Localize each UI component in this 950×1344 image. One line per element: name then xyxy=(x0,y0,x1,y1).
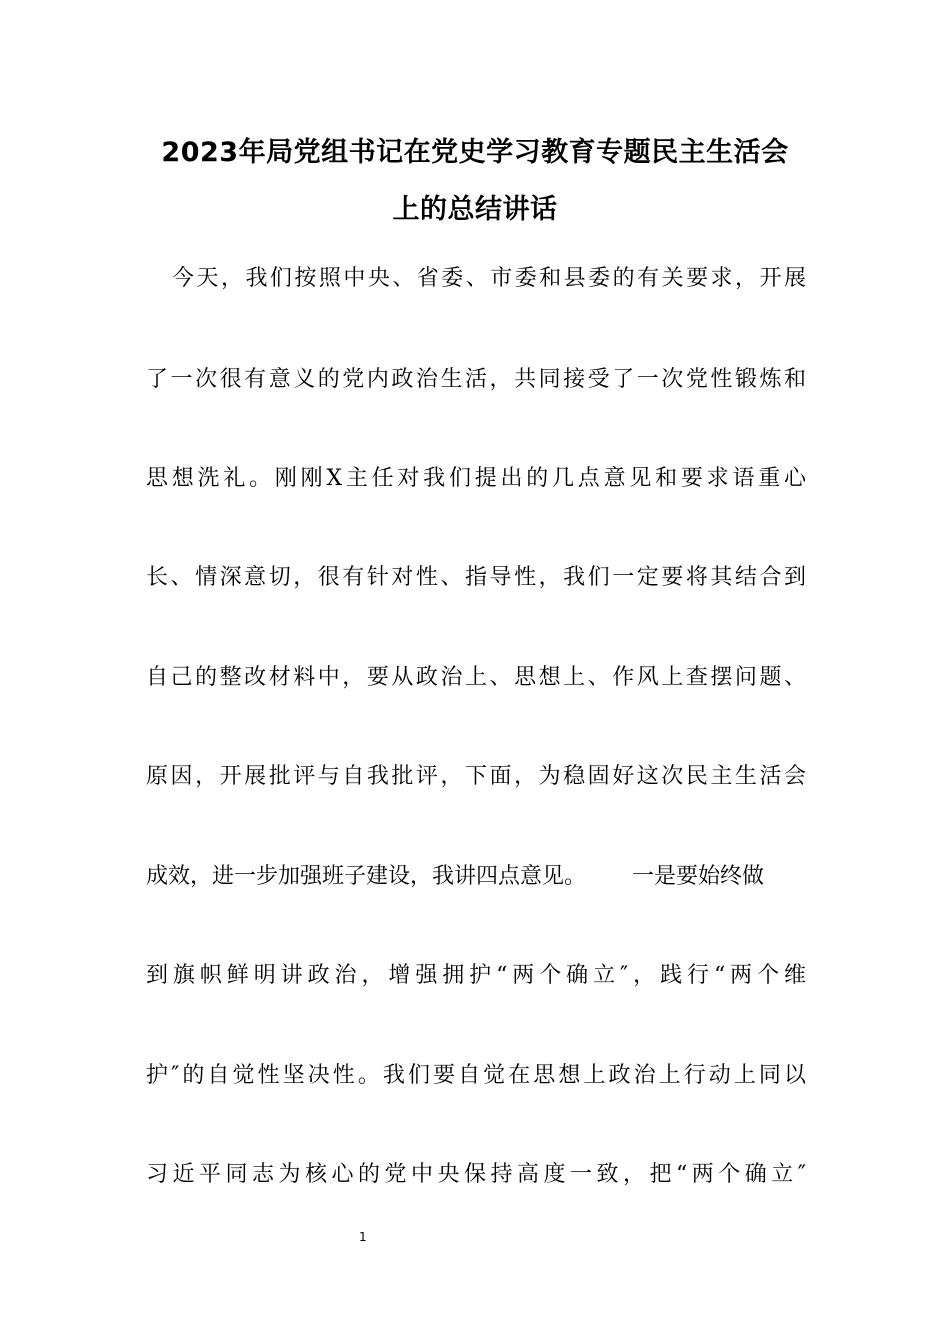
body-line-7-text: 成效，进一步加强班子建设，我讲四点意见。 xyxy=(146,864,587,889)
document-title-line-2: 上的总结讲话 xyxy=(392,194,558,225)
body-line-8: 到旗帜鲜明讲政治，增强拥护“两个确立″，践行“两个维 xyxy=(146,963,806,988)
body-line-3: 思想洗礼。刚刚X主任对我们提出的几点意见和要求语重心 xyxy=(146,466,806,491)
document-title-line-1: 2023年局党组书记在党史学习教育专题民主生活会 xyxy=(161,137,789,168)
body-line-4: 长、情深意切，很有针对性、指导性，我们一定要将其结合到 xyxy=(146,565,806,590)
body-line-5: 自己的整改材料中，要从政治上、思想上、作风上查摆问题、 xyxy=(146,665,806,690)
paragraph-2-start: 一是要始终做 xyxy=(632,864,765,889)
body-line-10: 习近平同志为核心的党中央保持高度一致，把“两个确立″ xyxy=(146,1162,806,1187)
body-line-1: 今天，我们按照中央、省委、市委和县委的有关要求，开展 xyxy=(172,266,806,291)
body-line-7 xyxy=(146,863,764,891)
page-number: 1 xyxy=(359,1230,367,1244)
body-line-6: 原因，开展批评与自我批评，下面，为稳固好这次民主生活会 xyxy=(146,764,806,789)
body-line-9: 护″的自觉性坚决性。我们要自觉在思想上政治上行动上同以 xyxy=(146,1063,806,1088)
body-line-2: 了一次很有意义的党内政治生活，共同接受了一次党性锻炼和 xyxy=(146,367,806,392)
